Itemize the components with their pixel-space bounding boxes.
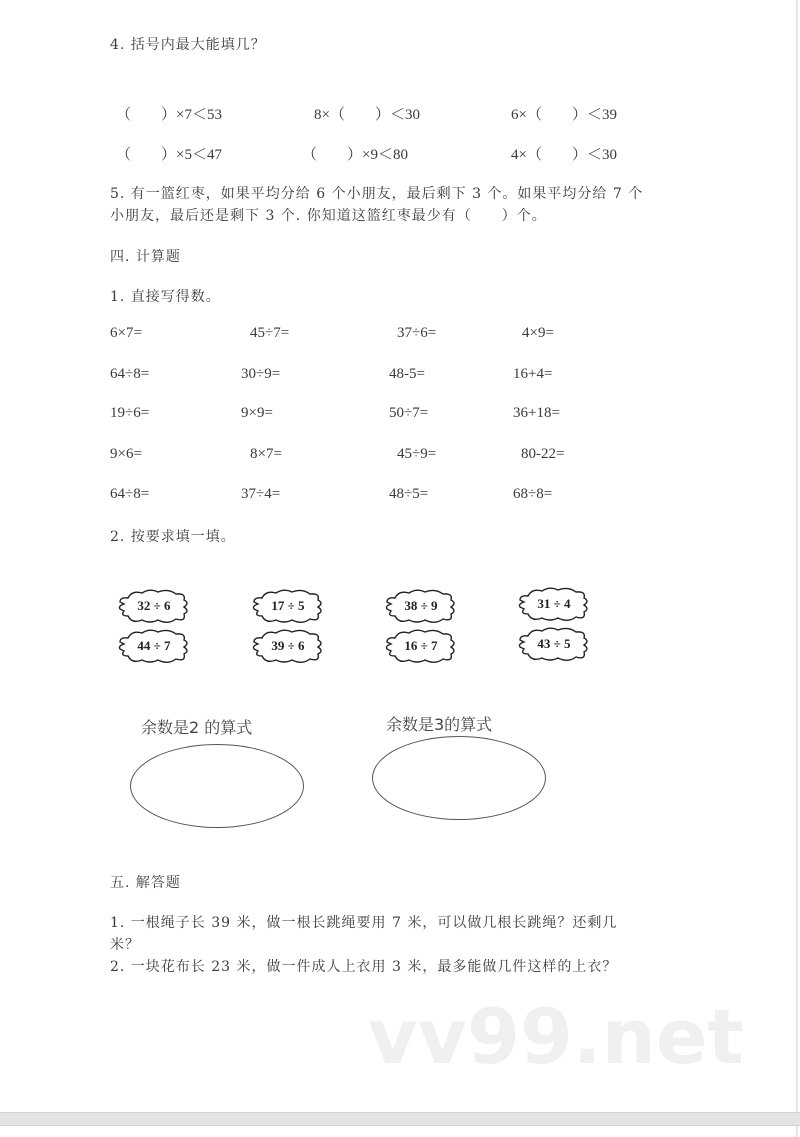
cloud-expression <box>252 629 324 663</box>
q4-item: 4×（ ）＜30 <box>511 147 617 163</box>
section-4-title: 四. 计算题 <box>110 249 181 265</box>
calc-item: 64÷8= <box>110 486 150 502</box>
calc-item: 37÷6= <box>397 325 437 341</box>
q4-item: （ ）×5＜47 <box>116 147 222 163</box>
section-5-q2: 2. 一块花布长 23 米，做一件成人上衣用 3 米，最多能做几件这样的上衣？ <box>110 959 618 975</box>
calc-item: 4×9= <box>522 325 554 341</box>
question-4-title: 4. 括号内最大能填几？ <box>110 37 266 53</box>
calc-item: 45÷7= <box>250 325 290 341</box>
calc-item: 19÷6= <box>110 405 150 421</box>
calc-item: 37÷4= <box>241 486 281 502</box>
cloud-text: 31 ÷ 4 <box>537 596 571 611</box>
page-edge <box>796 0 798 1137</box>
section-5-q1-line2: 米？ <box>110 937 140 953</box>
q4-item: 8×（ ）＜30 <box>314 107 420 123</box>
calc-item: 64÷8= <box>110 366 150 382</box>
cloud-text: 32 ÷ 6 <box>137 598 171 613</box>
cloud-text: 39 ÷ 6 <box>271 638 305 653</box>
question-5-line1: 5. 有一篮红枣，如果平均分给 6 个小朋友，最后剩下 3 个。如果平均分给 7 个 <box>110 186 644 202</box>
q4-item: （ ）×9＜80 <box>302 147 408 163</box>
calc-item: 8×7= <box>250 446 282 462</box>
cloud-expression <box>385 629 457 663</box>
cloud-text: 16 ÷ 7 <box>404 638 438 653</box>
cloud-expression <box>385 589 457 623</box>
calc-item: 6×7= <box>110 325 142 341</box>
calc-item: 9×9= <box>241 405 273 421</box>
calc-item: 45÷9= <box>397 446 437 462</box>
cloud-expression <box>252 589 324 623</box>
remainder-3-oval[interactable] <box>372 736 546 820</box>
cloud-expression <box>118 629 190 663</box>
calc-item: 48÷5= <box>389 486 429 502</box>
calc-item: 9×6= <box>110 446 142 462</box>
calc-item: 80-22= <box>521 446 565 462</box>
cloud-text: 44 ÷ 7 <box>137 638 171 653</box>
cloud-text: 43 ÷ 5 <box>537 636 571 651</box>
section-4-q1-title: 1. 直接写得数。 <box>110 289 221 305</box>
page-separator <box>0 1112 800 1126</box>
section-5-title: 五. 解答题 <box>110 875 181 891</box>
calc-item: 48-5= <box>389 366 425 382</box>
watermark: vv99.net <box>368 992 744 1081</box>
q4-item: （ ）×7＜53 <box>116 107 222 123</box>
remainder-2-label: 余数是2 的算式 <box>141 718 253 737</box>
remainder-2-oval[interactable] <box>130 744 304 828</box>
q4-item: 6×（ ）＜39 <box>511 107 617 123</box>
calc-item: 30÷9= <box>241 366 281 382</box>
calc-item: 36+18= <box>513 405 560 421</box>
question-5-line2: 小朋友，最后还是剩下 3 个. 你知道这篮红枣最少有（ ）个。 <box>110 208 547 224</box>
section-5-q1-line1: 1. 一根绳子长 39 米，做一根长跳绳要用 7 米，可以做几根长跳绳？还剩几 <box>110 915 618 931</box>
calc-item: 16+4= <box>513 366 553 382</box>
remainder-3-label: 余数是3的算式 <box>386 715 493 734</box>
cloud-text: 38 ÷ 9 <box>404 598 438 613</box>
section-4-q2-title: 2. 按要求填一填。 <box>110 529 236 545</box>
cloud-expression <box>118 589 190 623</box>
cloud-expression <box>518 627 590 661</box>
calc-item: 50÷7= <box>389 405 429 421</box>
cloud-expression <box>518 587 590 621</box>
cloud-text: 17 ÷ 5 <box>271 598 305 613</box>
calc-item: 68÷8= <box>513 486 553 502</box>
